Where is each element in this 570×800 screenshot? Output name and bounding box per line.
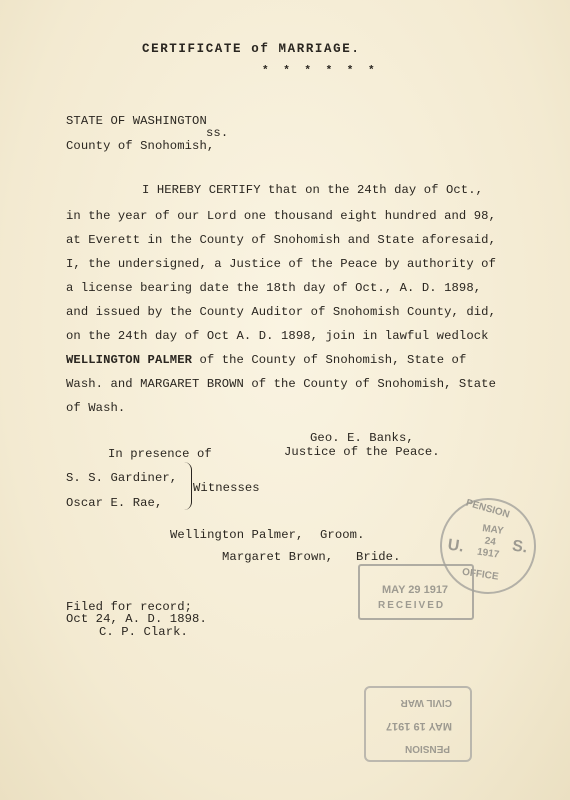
body-line-1: I HEREBY CERTIFY that on the 24th day of Oct., xyxy=(142,183,484,197)
witness-2: Oscar E. Rae, xyxy=(66,496,163,510)
circle-stamp-top: PENSION xyxy=(464,497,511,521)
witness-brace xyxy=(183,462,192,510)
civil-war-stamp-top: PENSION xyxy=(404,743,450,754)
body-line-9-rest: of the County of Snohomish, State xyxy=(243,377,497,391)
bride-name: MARGARET BROWN xyxy=(140,377,244,391)
circle-stamp-left: U. xyxy=(446,536,465,556)
venue-ss: ss. xyxy=(206,126,229,140)
received-stamp-label: RECEIVED xyxy=(378,600,446,611)
certificate-title: CERTIFICATE of MARRIAGE. xyxy=(142,42,361,56)
received-stamp xyxy=(358,564,474,620)
officiant-title: Justice of the Peace. xyxy=(284,445,440,459)
circle-stamp-day: 24 xyxy=(483,535,497,548)
body-line-9-start: Wash. and xyxy=(66,377,141,391)
venue-county: County of Snohomish, xyxy=(66,139,215,153)
title-ornament: * * * * * * xyxy=(262,65,379,77)
body-line-5: a license bearing date the 18th day of Oct., A. D. 1898, xyxy=(66,281,482,295)
groom-signature: Wellington Palmer, xyxy=(170,528,304,542)
witness-1: S. S. Gardiner, xyxy=(66,471,178,485)
civil-war-stamp xyxy=(364,686,472,762)
civil-war-stamp-date: MAY 19 1917 xyxy=(385,720,452,732)
bride-signature: Margaret Brown, xyxy=(222,550,334,564)
body-line-2: in the year of our Lord one thousand eight hundred and 98, xyxy=(66,209,496,223)
civil-war-stamp-bottom: CIVIL WAR xyxy=(400,697,452,708)
body-line-8-rest: of the County of Snohomish, State of xyxy=(192,353,467,367)
body-line-3: at Everett in the County of Snohomish and State aforesaid, xyxy=(66,233,496,247)
circle-stamp-year: 1917 xyxy=(476,546,500,561)
circle-stamp-month: MAY xyxy=(481,523,505,537)
body-line-7: on the 24th day of Oct A. D. 1898, join in lawful wedlock xyxy=(66,329,489,343)
body-line-6: and issued by the County Auditor of Snohomish County, did, xyxy=(66,305,496,319)
filing-line-2: Oct 24, A. D. 1898. xyxy=(66,612,207,626)
filing-line-3: C. P. Clark. xyxy=(99,625,188,639)
bride-role: Bride. xyxy=(356,550,401,564)
body-line-9 xyxy=(66,377,496,391)
body-line-10: of Wash. xyxy=(66,401,126,415)
officiant-name: Geo. E. Banks, xyxy=(310,431,414,445)
body-line-8 xyxy=(66,353,466,367)
body-line-4: I, the undersigned, a Justice of the Peace by authority of xyxy=(66,257,496,271)
witnesses-label: Witnesses xyxy=(193,481,260,495)
groom-name: WELLINGTON PALMER xyxy=(66,353,193,367)
venue-state: STATE OF WASHINGTON xyxy=(66,114,207,128)
groom-role: Groom. xyxy=(320,528,365,542)
circle-stamp-bottom: OFFICE xyxy=(461,566,500,583)
received-stamp-date: MAY 29 1917 xyxy=(382,584,449,596)
in-presence-label: In presence of xyxy=(108,447,212,461)
circle-stamp-right: S. xyxy=(511,537,529,557)
filing-line-1: Filed for record; xyxy=(66,600,193,614)
